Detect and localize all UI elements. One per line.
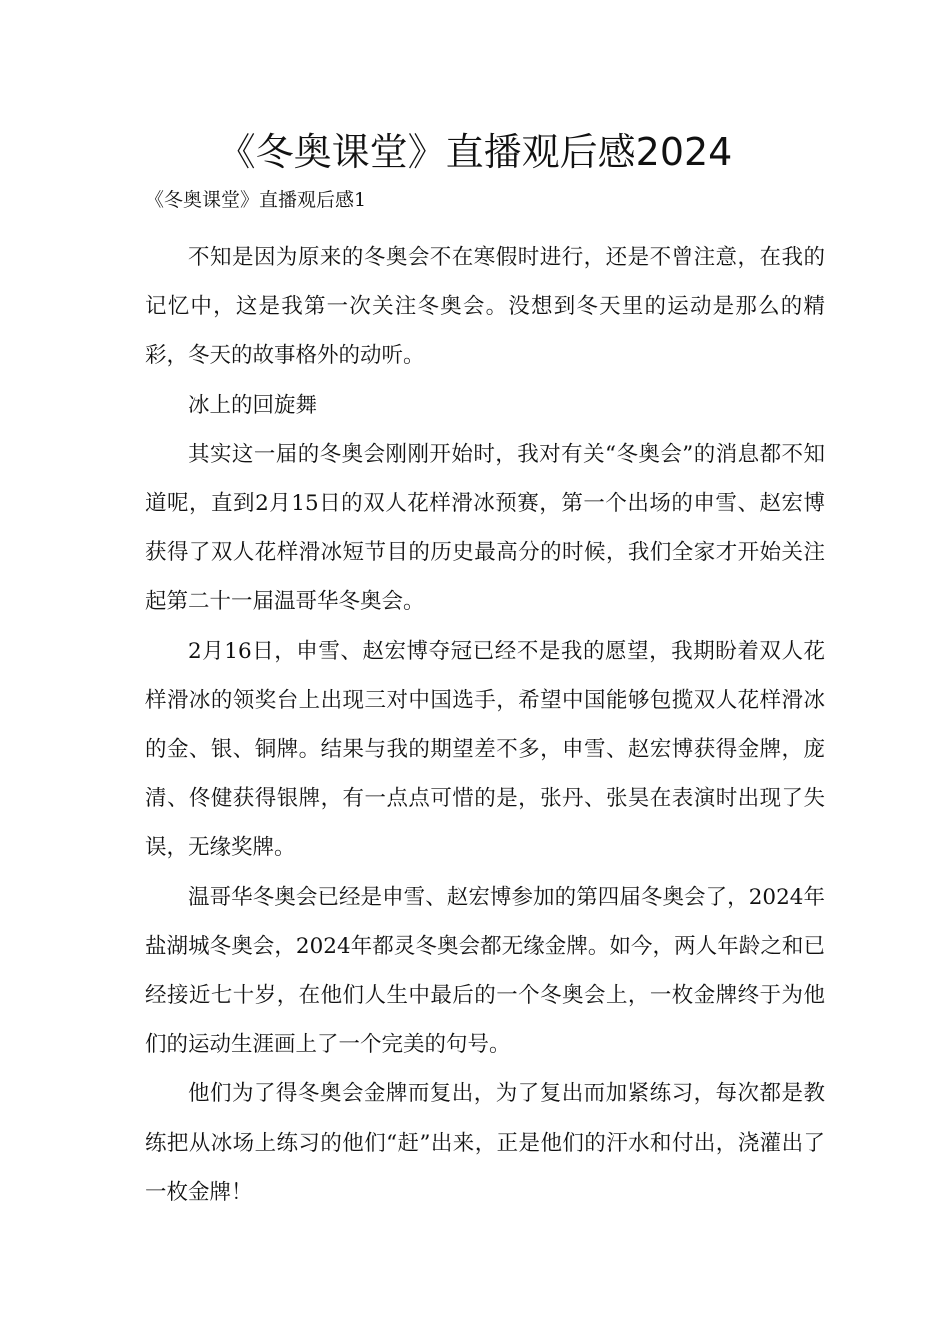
paragraph: 其实这一届的冬奥会刚刚开始时，我对有关“冬奥会”的消息都不知道呢，直到2月15日的双人花样滑冰预赛，第一个出场的申雪、赵宏博获得了双人花样滑冰短节目的历史最高分的时候，我们全家才开始关注起第二十一届温哥华冬奥会。 (145, 441, 825, 615)
paragraph: 他们为了得冬奥会金牌而复出，为了复出而加紧练习，每次都是教练把从冰场上练习的他们“赶”出来，正是他们的汗水和付出，浇灌出了一枚金牌！ (145, 1081, 825, 1205)
document-body (145, 233, 825, 1217)
section-subtitle: 《冬奥课堂》直播观后感1 (145, 189, 367, 211)
paragraph: 2月16日，申雪、赵宏博夺冠已经不是我的愿望，我期盼着双人花样滑冰的领奖台上出现三对中国选手，希望中国能够包揽双人花样滑冰的金、银、铜牌。结果与我的期望差不多，申雪、赵宏博获得金牌，庞清、佟健获得银牌，有一点点可惜的是，张丹、张昊在表演时出现了失误，无缘奖牌。 (145, 638, 825, 861)
paragraph: 不知是因为原来的冬奥会不在寒假时进行，还是不曾注意，在我的记忆中，这是我第一次关注冬奥会。没想到冬天里的运动是那么的精彩，冬天的故事格外的动听。 (145, 245, 825, 369)
section-heading: 冰上的回旋舞 (188, 392, 318, 418)
document-title: 《冬奥课堂》直播观后感2024 (217, 130, 733, 174)
paragraph: 温哥华冬奥会已经是申雪、赵宏博参加的第四届冬奥会了，2024年盐湖城冬奥会，2024年都灵冬奥会都无缘金牌。如今，两人年龄之和已经接近七十岁，在他们人生中最后的一个冬奥会上，一枚金牌终于为他们的运动生涯画上了一个完美的句号。 (145, 884, 825, 1058)
